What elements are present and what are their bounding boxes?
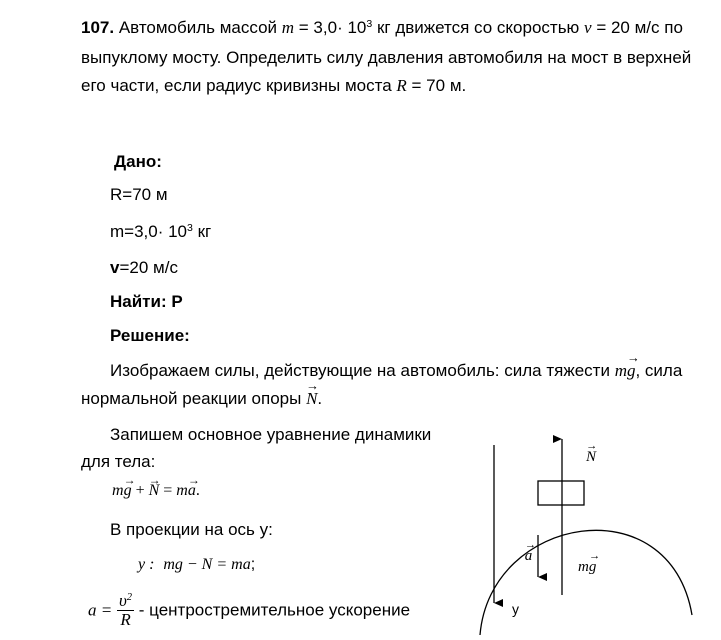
figure-y-axis-label: y bbox=[512, 601, 519, 617]
solution-paragraph-3a: Запишем основное уравнение динамики bbox=[110, 425, 432, 444]
solution-text: Изображаем силы, действующие на автомобиль: сила тяжести bbox=[110, 361, 610, 380]
given-velocity-value: =20 м/с bbox=[119, 258, 178, 277]
given-mass bbox=[110, 222, 211, 242]
velocity-over-radius-fraction: $\frac{\upsilon^2}{R}$ bbox=[118, 591, 133, 629]
problem-text: его части, если радиус кривизны моста bbox=[81, 76, 392, 95]
given-velocity bbox=[110, 258, 178, 278]
acceleration-symbol: a = bbox=[88, 600, 113, 620]
solution-paragraph-3b: для тела: bbox=[81, 452, 156, 471]
axis-symbol: y : bbox=[138, 556, 155, 573]
solution-text: , сила bbox=[635, 361, 683, 380]
figure-acceleration-label: → a bbox=[525, 548, 533, 565]
problem-text: кг движется со скоростью bbox=[372, 18, 580, 37]
mass-symbol: m bbox=[281, 18, 295, 37]
radius-symbol: R bbox=[396, 76, 407, 95]
velocity-value: = 20 м/с по bbox=[591, 18, 683, 37]
velocity-symbol: v bbox=[584, 18, 592, 37]
problem-text: Автомобиль массой bbox=[118, 18, 278, 37]
gravity-force-symbol: m→ g bbox=[615, 361, 636, 380]
normal-force-symbol: → N bbox=[306, 389, 317, 409]
given-velocity-symbol: v bbox=[110, 258, 120, 277]
given-mass-exponent: 3 bbox=[187, 222, 193, 235]
projection-formula: mg − N = ma bbox=[163, 556, 251, 573]
force-diagram bbox=[470, 425, 700, 640]
problem-line-1 bbox=[81, 18, 683, 38]
solution-paragraph-1 bbox=[110, 361, 682, 381]
given-radius: R=70 м bbox=[110, 185, 168, 204]
solution-text: нормальной реакции опоры bbox=[81, 389, 302, 408]
solution-text: . bbox=[317, 389, 323, 408]
problem-line-2: выпуклому мосту. Определить силу давления автомобиля на мост в верхней bbox=[81, 48, 692, 67]
mass-value: = 3,0· 10 bbox=[294, 18, 367, 37]
projection-equation bbox=[138, 556, 255, 574]
dynamics-equation: m→ g + → N = m→ a. bbox=[112, 482, 200, 500]
semicolon: ; bbox=[250, 556, 256, 573]
centripetal-equation bbox=[88, 592, 410, 629]
figure-normal-label: → N bbox=[586, 449, 596, 466]
solution-title: Решение: bbox=[110, 326, 190, 345]
problem-line-3 bbox=[81, 76, 466, 96]
figure-gravity-label: m→ g bbox=[578, 559, 596, 576]
given-mass-unit: кг bbox=[192, 222, 212, 241]
solution-paragraph-2 bbox=[81, 389, 322, 409]
bridge-arc bbox=[480, 530, 692, 635]
centripetal-description: - центростремительное ускорение bbox=[138, 600, 411, 620]
find-label: Найти: Р bbox=[110, 292, 183, 311]
problem-number: 107. bbox=[81, 18, 115, 37]
car-body bbox=[538, 481, 584, 505]
mass-exponent: 3 bbox=[366, 18, 373, 31]
given-mass-value: m=3,0· 10 bbox=[110, 222, 188, 241]
given-title: Дано: bbox=[114, 152, 162, 171]
radius-value: = 70 м. bbox=[406, 76, 467, 95]
projection-label: В проекции на ось y: bbox=[110, 520, 273, 539]
